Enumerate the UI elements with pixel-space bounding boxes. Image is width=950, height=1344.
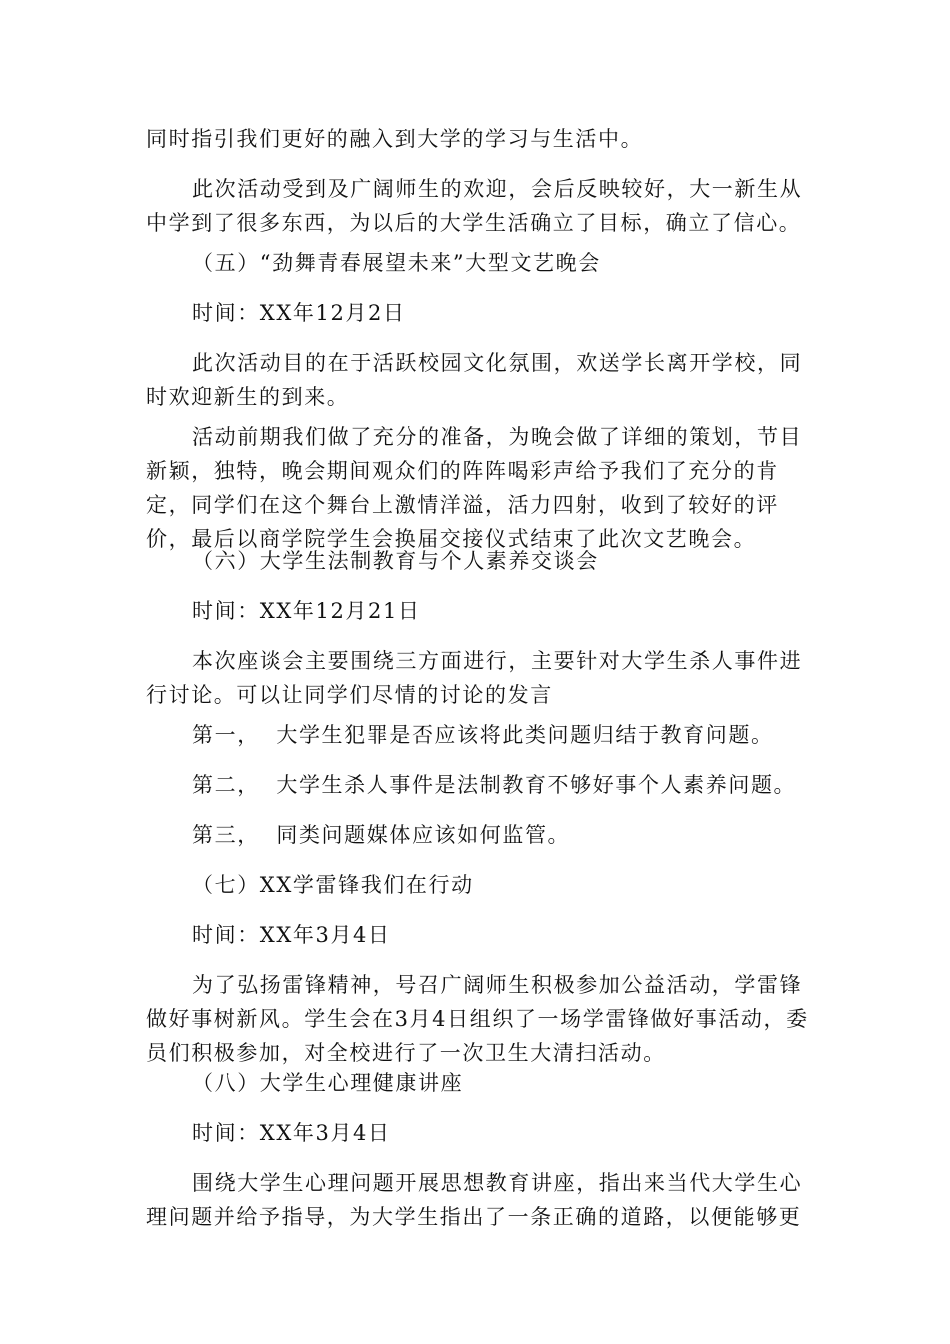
paragraph-lei-feng: 为了弘扬雷锋精神，号召广阔师生积极参加公益活动，学雷锋做好事树新风。学生会在3月4日组织了一场学雷锋做好事活动，委员们积极参加，对全校进行了一次卫生大清扫活动。 <box>146 973 809 1065</box>
paragraph-continuation: 同时指引我们更好的融入到大学的学习与生活中。 <box>146 127 644 151</box>
section-heading-7: （七）XX学雷锋我们在行动 <box>192 873 474 897</box>
paragraph-seminar: 本次座谈会主要围绕三方面进行，主要针对大学生杀人事件进行讨论。可以让同学们尽情的讨论的发言 <box>146 649 803 707</box>
section-heading-5: （五）“劲舞青春展望未来”大型文艺晚会 <box>192 251 601 275</box>
section-heading-6: （六）大学生法制教育与个人素养交谈会 <box>192 549 599 573</box>
list-item-first: 第一， 大学生犯罪是否应该将此类问题归结于教育问题。 <box>192 723 774 747</box>
paragraph-psychology: 围绕大学生心理问题开展思想教育讲座，指出来当代大学生心理问题并给予指导，为大学生指出了一条正确的道路，以便能够更 <box>146 1171 803 1229</box>
paragraph-welcome-feedback: 此次活动受到及广阔师生的欢迎，会后反映较好，大一新生从中学到了很多东西，为以后的大学生活确立了目标，确立了信心。 <box>146 177 803 235</box>
section-heading-8: （八）大学生心理健康讲座 <box>192 1071 464 1095</box>
list-item-second: 第二， 大学生杀人事件是法制教育不够好事个人素养问题。 <box>192 773 797 797</box>
section-time-8: 时间：XX年3月4日 <box>192 1121 391 1145</box>
paragraph-preparation: 活动前期我们做了充分的准备，为晚会做了详细的策划，节目新颖，独特，晚会期间观众们的阵阵喝彩声给予我们了充分的肯定，同学们在这个舞台上激情洋溢，活力四射，收到了较好的评价，最后以商学院学生会换届交接仪式结束了此次文艺晚会。 <box>146 425 803 551</box>
section-time-5: 时间：XX年12月2日 <box>192 301 406 325</box>
paragraph-purpose: 此次活动目的在于活跃校园文化氛围，欢送学长离开学校，同时欢迎新生的到来。 <box>146 351 803 409</box>
list-item-third: 第三， 同类问题媒体应该如何监管。 <box>192 823 571 847</box>
section-time-6: 时间：XX年12月21日 <box>192 599 421 623</box>
section-time-7: 时间：XX年3月4日 <box>192 923 391 947</box>
